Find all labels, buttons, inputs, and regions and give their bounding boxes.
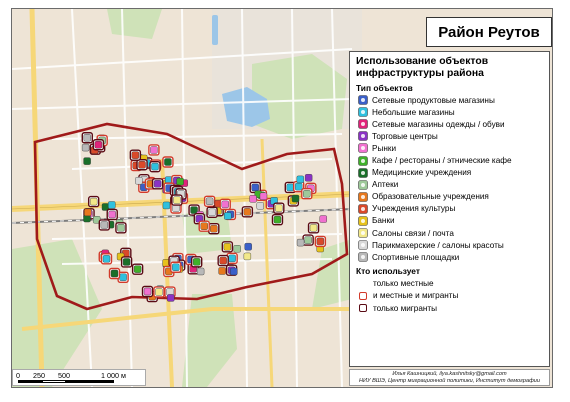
poi-marker <box>219 267 226 274</box>
legend-item-label: Учреждения культуры <box>372 204 456 214</box>
legend-item-label: Торговые центры <box>372 131 438 141</box>
poi-marker <box>82 133 92 143</box>
legend-item <box>356 118 543 130</box>
legend-item <box>356 215 543 227</box>
poi-marker <box>244 253 251 260</box>
scale-segment-1 <box>18 380 42 383</box>
poi-marker <box>297 239 304 246</box>
legend-item <box>356 191 543 203</box>
legend-item-label: Спортивные площадки <box>372 252 460 262</box>
legend-item <box>356 179 543 191</box>
legend-types-heading: Тип объектов <box>356 83 413 93</box>
scale-bar <box>12 369 146 386</box>
poi-marker <box>305 174 312 181</box>
legend-item-label: Сетевые продуктовые магазины <box>372 95 495 105</box>
clothing-shop-icon <box>358 119 368 129</box>
legend-item <box>356 227 543 239</box>
sports-ground-icon <box>358 252 368 262</box>
poi-marker <box>143 286 153 296</box>
legend-heading: Использование объектов инфраструктуры района <box>356 56 489 79</box>
poi-marker <box>199 221 209 231</box>
poi-marker <box>154 287 164 297</box>
poi-marker <box>137 160 147 170</box>
poi-marker <box>209 224 219 234</box>
poi-marker <box>218 256 228 266</box>
poi-marker <box>122 257 132 267</box>
poi-marker <box>257 202 264 209</box>
poi-marker <box>107 209 117 219</box>
poi-marker <box>220 199 230 209</box>
poi-marker <box>153 179 163 189</box>
credits-author: Илья Кашницкий, ilya.kashnitsky@gmail.com <box>392 371 507 377</box>
poi-marker <box>250 195 257 202</box>
poi-marker <box>272 215 282 225</box>
small-shop-icon <box>358 107 368 117</box>
culture-icon <box>358 204 368 214</box>
scale-label-500: 500 <box>58 371 70 380</box>
poi-marker <box>84 158 91 165</box>
legend-item-label: Рынки <box>372 143 397 153</box>
poi-marker <box>133 264 143 274</box>
poi-marker <box>163 202 170 209</box>
cafe-icon <box>358 156 368 166</box>
medical-icon <box>358 168 368 178</box>
scale-segment-2 <box>42 380 66 383</box>
poi-marker <box>224 213 231 220</box>
poi-marker <box>260 193 267 200</box>
legend-item-label: Парикмахерские / салоны красоты <box>372 240 504 250</box>
mall-icon <box>358 131 368 141</box>
legend-item-label: Кафе / рестораны / этнические кафе <box>372 156 512 166</box>
map-title: Район Реутов <box>426 17 552 47</box>
poi-marker <box>172 195 182 205</box>
scale-label-0: 0 <box>16 371 20 380</box>
legend-item <box>356 203 543 215</box>
poi-marker <box>207 207 217 217</box>
poi-marker <box>274 203 284 213</box>
legend-item <box>356 167 543 179</box>
poi-marker <box>234 245 241 252</box>
legend-item <box>356 154 543 166</box>
legend-item-label: Образовательные учреждения <box>372 192 489 202</box>
legend-user-item <box>356 302 543 314</box>
user-frame-swatch <box>359 304 367 312</box>
legend-item <box>356 106 543 118</box>
poi-marker <box>84 209 91 216</box>
scale-label-1000: 1 000 м <box>101 371 126 380</box>
poi-marker <box>84 215 91 222</box>
chain-grocery-icon <box>358 95 368 105</box>
user-frame-swatch <box>359 280 367 288</box>
poi-marker <box>245 243 252 250</box>
legend-item-label: Небольшие магазины <box>372 107 455 117</box>
poi-marker <box>163 157 173 167</box>
poi-marker <box>89 197 99 207</box>
legend-user-item <box>356 290 543 302</box>
legend-user-label: только мигранты <box>373 303 438 313</box>
bank-icon <box>358 216 368 226</box>
credits-institution: НИУ ВШЭ, Центр миграционной политики, Институт демографии <box>358 378 541 384</box>
poi-marker <box>82 144 89 151</box>
poi-marker <box>315 236 325 246</box>
poi-marker <box>192 257 202 267</box>
poi-marker <box>320 216 327 223</box>
poi-marker <box>116 223 126 233</box>
legend-item-label: Аптеки <box>372 180 399 190</box>
legend-item-label: Салоны связи / почта <box>372 228 454 238</box>
poi-marker <box>149 145 159 155</box>
poi-marker <box>109 269 119 279</box>
poi-marker <box>167 294 174 301</box>
poi-marker <box>150 162 160 172</box>
legend-item-label: Банки <box>372 216 395 226</box>
legend-item <box>356 94 543 106</box>
poi-marker <box>303 235 313 245</box>
poi-marker <box>130 150 140 160</box>
legend-users-heading: Кто использует <box>356 266 420 277</box>
legend-item-label: Сетевые магазины одежды / обуви <box>372 119 505 129</box>
hairdresser-icon <box>358 240 368 250</box>
user-frame-swatch <box>359 292 367 300</box>
poi-marker <box>205 196 215 206</box>
legend-user-label: только местные <box>373 279 434 288</box>
poi-marker <box>177 178 184 185</box>
poi-marker <box>93 140 103 150</box>
legend-types-list <box>356 94 543 263</box>
legend-item <box>356 239 543 251</box>
legend-users-list <box>356 277 543 314</box>
telecom-post-icon <box>358 228 368 238</box>
legend-user-item <box>356 277 543 289</box>
poi-marker <box>171 262 181 272</box>
poi-marker <box>292 195 299 202</box>
legend-panel <box>349 51 550 367</box>
legend-item <box>356 251 543 263</box>
poi-marker <box>230 268 237 275</box>
legend-item <box>356 130 543 142</box>
scale-segment-3 <box>66 380 114 383</box>
poi-marker <box>222 242 232 252</box>
legend-item-label: Медицинские учреждения <box>372 168 472 178</box>
legend-item <box>356 142 543 154</box>
poi-marker <box>99 220 109 230</box>
education-icon <box>358 192 368 202</box>
scale-label-250: 250 <box>33 371 45 380</box>
poi-marker <box>297 176 304 183</box>
poi-marker <box>302 189 312 199</box>
pharmacy-icon <box>358 180 368 190</box>
market-icon <box>358 143 368 153</box>
poi-marker <box>197 268 204 275</box>
credits <box>349 369 550 386</box>
poi-marker <box>108 201 115 208</box>
poi-marker <box>242 207 252 217</box>
legend-user-label: и местные и мигранты <box>373 291 459 301</box>
poi-marker <box>102 254 112 264</box>
poi-marker <box>309 223 319 233</box>
poi-marker <box>135 177 142 184</box>
